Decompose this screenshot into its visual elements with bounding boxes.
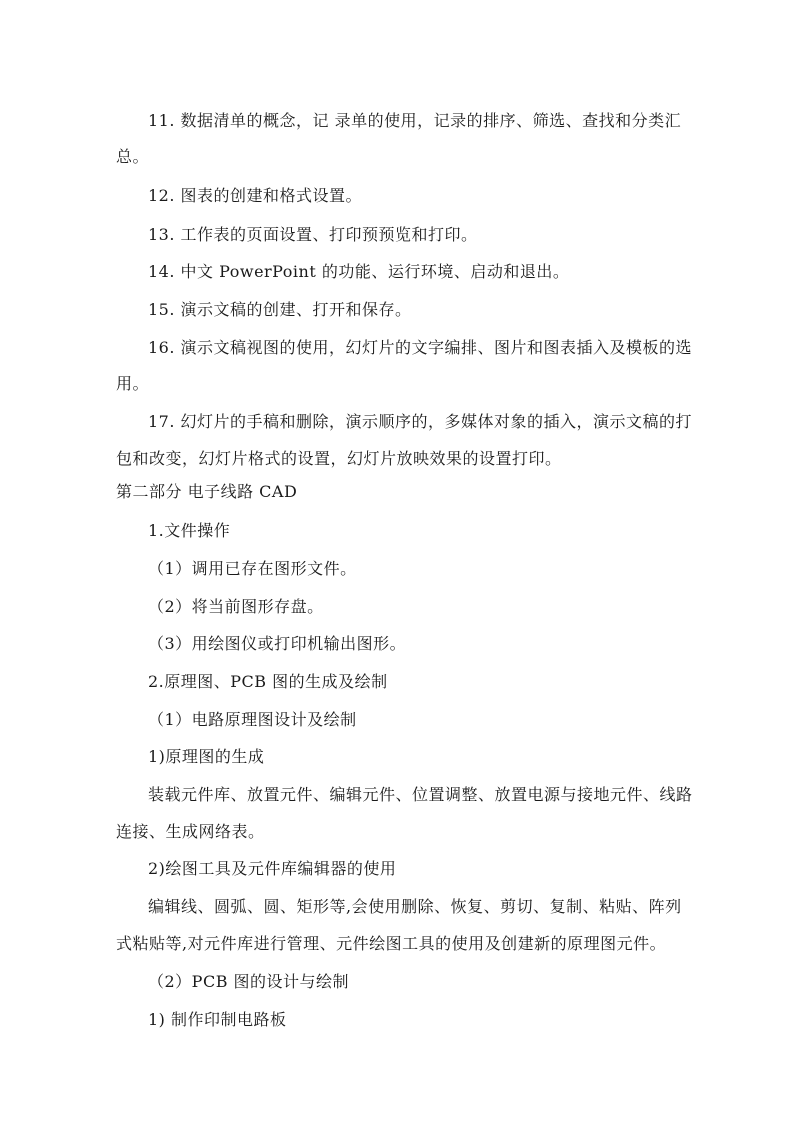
pcb-design-heading: （2）PCB 图的设计与绘制 (148, 972, 350, 991)
file-op-item-3: （3）用绘图仪或打印机输出图形。 (148, 634, 407, 653)
drawing-tools-heading: 2)绘图工具及元件库编辑器的使用 (148, 859, 397, 878)
item-17-line-1: 17. 幻灯片的手稿和删除，演示顺序的，多媒体对象的插入，演示文稿的打 (148, 412, 693, 431)
item-12: 12. 图表的创建和格式设置。 (148, 186, 363, 205)
drawing-tools-text-2: 式粘贴等,对元件库进行管理、元件绘图工具的使用及创建新的原理图元件。 (116, 934, 667, 953)
schematic-generation-text-1: 装载元件库、放置元件、编辑元件、位置调整、放置电源与接地元件、线路 (148, 785, 693, 804)
item-15: 15. 演示文稿的创建、打开和保存。 (148, 300, 412, 319)
schematic-generation-text-2: 连接、生成网络表。 (116, 822, 265, 841)
drawing-tools-text-1: 编辑线、圆弧、圆、矩形等,会使用删除、恢复、剪切、复制、粘贴、阵列 (148, 897, 682, 916)
pcb-make-board-heading: 1) 制作印制电路板 (148, 1010, 287, 1029)
item-16-line-2: 用。 (116, 374, 150, 393)
subsection-schematic-pcb: 2.原理图、PCB 图的生成及绘制 (148, 672, 388, 691)
item-17-line-2: 包和改变，幻灯片格式的设置，幻灯片放映效果的设置打印。 (116, 449, 562, 468)
item-11-line-2: 总。 (116, 147, 150, 166)
subsection-file-operations: 1.文件操作 (148, 521, 231, 540)
schematic-design-heading: （1）电路原理图设计及绘制 (148, 710, 357, 729)
file-op-item-1: （1）调用已存在图形文件。 (148, 559, 357, 578)
section-heading: 第二部分 电子线路 CAD (116, 482, 298, 501)
schematic-generation-heading: 1)原理图的生成 (148, 747, 265, 766)
file-op-item-2: （2）将当前图形存盘。 (148, 597, 324, 616)
item-11-line-1: 11. 数据清单的概念，记 录单的使用，记录的排序、筛选、查找和分类汇 (148, 111, 682, 130)
item-13: 13. 工作表的页面设置、打印预预览和打印。 (148, 225, 478, 244)
item-14: 14. 中文 PowerPoint 的功能、运行环境、启动和退出。 (148, 262, 570, 281)
item-16-line-1: 16. 演示文稿视图的使用，幻灯片的文字编排、图片和图表插入及模板的选 (148, 338, 693, 357)
